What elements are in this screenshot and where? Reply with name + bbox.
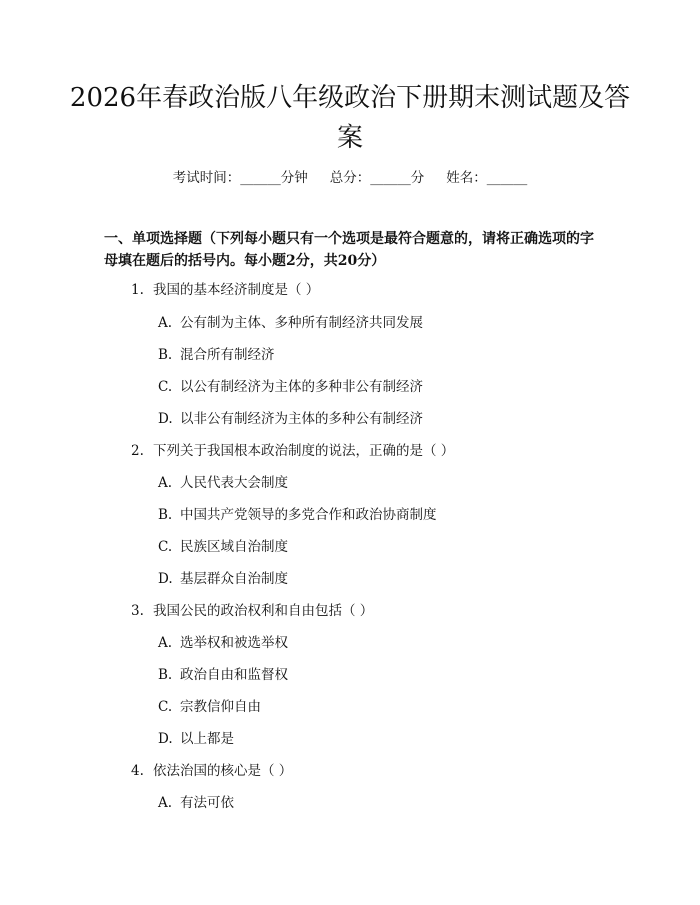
option-text: 以非公有制经济为主体的多种公有制经济	[180, 411, 423, 427]
question-3-option-c	[158, 697, 261, 717]
option-text: 政治自由和监督权	[180, 667, 288, 683]
question-2-option-c	[158, 537, 288, 557]
option-label: C.	[158, 539, 173, 555]
question-2-option-a	[158, 473, 288, 493]
question-number: 3.	[131, 603, 144, 619]
question-3-option-b	[158, 665, 288, 685]
option-text: 中国共产党领导的多党合作和政治协商制度	[180, 507, 437, 523]
option-text: 有法可依	[180, 795, 234, 811]
option-text: 人民代表大会制度	[180, 475, 288, 491]
question-2	[131, 441, 454, 461]
option-text: 选举权和被选举权	[180, 635, 288, 651]
option-label: B.	[158, 667, 173, 683]
page-title: 2026年春政治版八年级政治下册期末测试题及答案	[69, 83, 631, 153]
name-field: 姓名：______	[446, 170, 528, 186]
option-label: D.	[158, 411, 173, 427]
option-label: A.	[158, 635, 173, 651]
exam-time-field: 考试时间：______分钟	[172, 170, 308, 186]
question-4	[131, 761, 292, 781]
question-2-option-b	[158, 505, 437, 525]
question-1	[131, 280, 319, 300]
option-label: C.	[158, 699, 173, 715]
question-text: 依法治国的核心是（ ）	[153, 763, 293, 779]
question-text: 我国公民的政治权利和自由包括（ ）	[153, 603, 374, 619]
question-2-option-d	[158, 569, 288, 589]
option-label: B.	[158, 347, 173, 363]
question-3-option-a	[158, 633, 288, 653]
option-text: 以上都是	[180, 731, 234, 747]
exam-meta-line	[0, 168, 700, 188]
option-text: 混合所有制经济	[180, 347, 275, 363]
question-3	[131, 601, 373, 621]
question-1-option-b	[158, 345, 275, 365]
option-text: 宗教信仰自由	[180, 699, 261, 715]
question-number: 2.	[131, 443, 144, 459]
question-text: 我国的基本经济制度是（ ）	[153, 282, 320, 298]
option-label: C.	[158, 379, 173, 395]
section-heading: 一、单项选择题（下列每小题只有一个选项是最符合题意的，请将正确选项的字母填在题后的括号内。每小题2分，共20分）	[104, 231, 594, 269]
question-3-option-d	[158, 729, 234, 749]
question-1-option-a	[158, 313, 423, 333]
option-label: B.	[158, 507, 173, 523]
total-score-field: 总分：______分	[329, 170, 425, 186]
option-label: A.	[158, 315, 173, 331]
option-label: A.	[158, 475, 173, 491]
question-1-option-d	[158, 409, 423, 429]
option-text: 以公有制经济为主体的多种非公有制经济	[180, 379, 423, 395]
option-label: D.	[158, 571, 173, 587]
question-1-option-c	[158, 377, 423, 397]
option-text: 基层群众自治制度	[180, 571, 288, 587]
question-number: 4.	[131, 763, 144, 779]
option-text: 公有制为主体、多种所有制经济共同发展	[180, 315, 423, 331]
option-text: 民族区域自治制度	[180, 539, 288, 555]
question-number: 1.	[131, 282, 144, 298]
option-label: D.	[158, 731, 173, 747]
question-4-option-a	[158, 793, 234, 813]
question-text: 下列关于我国根本政治制度的说法，正确的是（ ）	[153, 443, 455, 459]
option-label: A.	[158, 795, 173, 811]
